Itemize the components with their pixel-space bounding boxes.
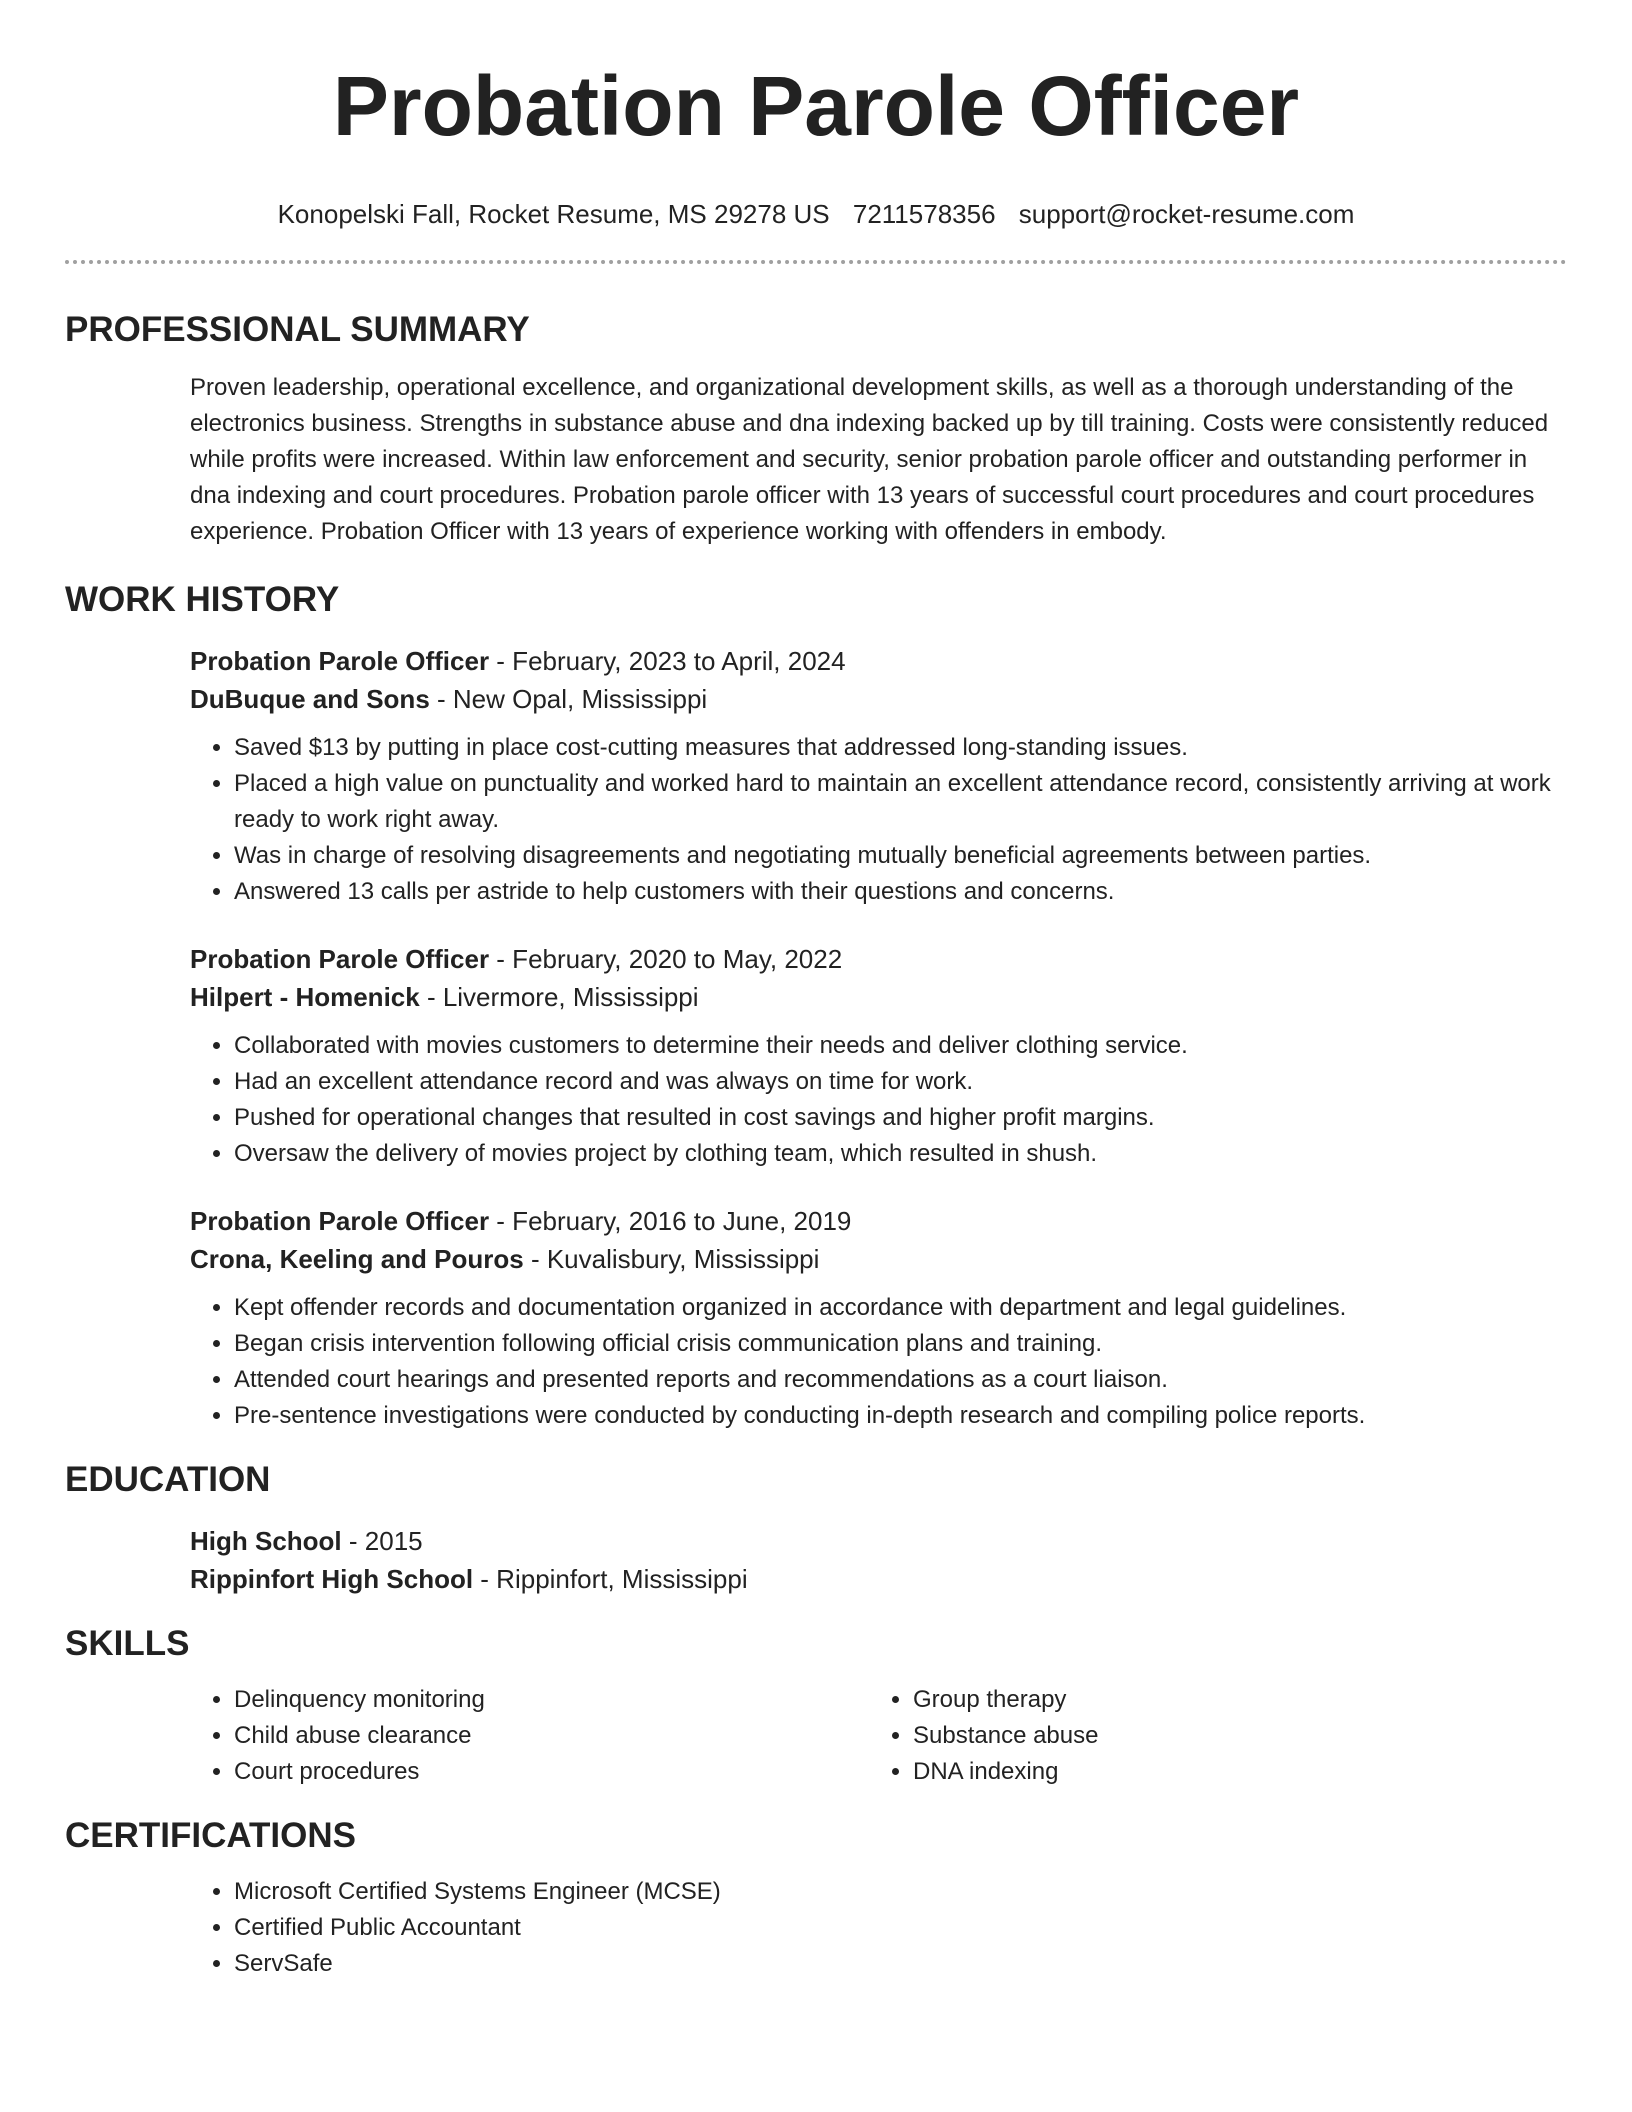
education-school-line [190, 1560, 1567, 1598]
job-role: Probation Parole Officer [190, 944, 490, 974]
list-item: • Saved $13 by putting in place cost-cutting measures that addressed long-standing issues. [234, 730, 1567, 766]
education-section [65, 1458, 1567, 1598]
list-item: • Pushed for operational changes that resulted in cost savings and higher profit margins. [234, 1100, 1567, 1136]
header-divider [65, 260, 1567, 264]
contact-line [65, 198, 1567, 230]
list-item: • Group therapy [913, 1682, 1548, 1718]
education-year: - 2015 [341, 1526, 423, 1556]
job-company: DuBuque and Sons [190, 684, 430, 714]
list-item: • Substance abuse [913, 1718, 1548, 1754]
job-location: - Livermore, Mississippi [419, 982, 699, 1012]
job-company-line [190, 1240, 1567, 1278]
list-item: • Certified Public Accountant [234, 1910, 1567, 1946]
job-company-line [190, 978, 1567, 1016]
list-item: • Delinquency monitoring [234, 1682, 869, 1718]
list-item: • Microsoft Certified Systems Engineer (MCSE) [234, 1874, 1567, 1910]
job-role: Probation Parole Officer [190, 646, 490, 676]
job-title-line [190, 642, 1567, 680]
list-item: • Was in charge of resolving disagreements and negotiating mutually beneficial agreements between parties. [234, 838, 1567, 874]
list-item: • Kept offender records and documentation organized in accordance with department and legal guidelines. [234, 1290, 1567, 1326]
education-location: - Rippinfort, Mississippi [473, 1564, 748, 1594]
skills-column-right [869, 1682, 1548, 1790]
list-item: • Child abuse clearance [234, 1718, 869, 1754]
list-item: • Had an excellent attendance record and was always on time for work. [234, 1064, 1567, 1100]
summary-section [65, 308, 1567, 550]
skills-section [65, 1622, 1567, 1790]
work-history-title: WORK HISTORY [65, 580, 340, 619]
summary-title: PROFESSIONAL SUMMARY [65, 310, 530, 349]
job-title-line [190, 940, 1567, 978]
list-item: • Answered 13 calls per astride to help customers with their questions and concerns. [234, 874, 1567, 910]
resume-name: Probation Parole Officer [332, 59, 1300, 153]
work-history-section [65, 578, 1567, 1434]
summary-text: Proven leadership, operational excellence, and organizational development skills, as well as a thorough understanding of the electronics business. Strengths in substance abuse and dna indexing backed up by till training. Costs were consistently reduced while profits were increased. Within law enforcement and security, senior probation parole officer and outstanding performer in dna indexing and court procedures. Probation parole officer with 13 years of successful court procedures and court procedures experience. Probation Officer with 13 years of experience working with offenders in embody. [190, 374, 1549, 545]
contact-phone: 7211578356 [852, 199, 996, 229]
contact-email: support@rocket-resume.com [1018, 199, 1355, 229]
skills-grid [190, 1682, 1567, 1790]
job-title-line [190, 1202, 1567, 1240]
contact-address: Konopelski Fall, Rocket Resume, MS 29278 US [277, 199, 830, 229]
list-item: • Collaborated with movies customers to determine their needs and deliver clothing service. [234, 1028, 1567, 1064]
certifications-list [190, 1874, 1567, 1982]
job-bullets [190, 1028, 1567, 1172]
list-item: • ServSafe [234, 1946, 1567, 1982]
list-item: • Pre-sentence investigations were conducted by conducting in-depth research and compiling police reports. [234, 1398, 1567, 1434]
list-item: • Began crisis intervention following official crisis communication plans and training. [234, 1326, 1567, 1362]
job-entry [190, 1202, 1567, 1434]
list-item: • Court procedures [234, 1754, 869, 1790]
job-company: Hilpert - Homenick [190, 982, 420, 1012]
job-bullets [190, 1290, 1567, 1434]
education-degree: High School [190, 1526, 342, 1556]
job-bullets [190, 730, 1567, 910]
education-degree-line [190, 1522, 1567, 1560]
list-item: • Placed a high value on punctuality and worked hard to maintain an excellent attendance record, consistently arriving at work ready to work right away. [234, 766, 1567, 838]
education-school: Rippinfort High School [190, 1564, 474, 1594]
job-dates: - February, 2020 to May, 2022 [489, 944, 843, 974]
job-role: Probation Parole Officer [190, 1206, 490, 1236]
job-location: - Kuvalisbury, Mississippi [523, 1244, 820, 1274]
job-dates: - February, 2023 to April, 2024 [489, 646, 846, 676]
list-item: • Oversaw the delivery of movies project by clothing team, which resulted in shush. [234, 1136, 1567, 1172]
skills-title: SKILLS [65, 1624, 190, 1663]
skills-column-left [190, 1682, 869, 1790]
list-item: • Attended court hearings and presented reports and recommendations as a court liaison. [234, 1362, 1567, 1398]
job-company: Crona, Keeling and Pouros [190, 1244, 524, 1274]
certifications-title: CERTIFICATIONS [65, 1816, 357, 1855]
job-company-line [190, 680, 1567, 718]
job-location: - New Opal, Mississippi [429, 684, 708, 714]
job-entry [190, 642, 1567, 910]
list-item: • DNA indexing [913, 1754, 1548, 1790]
certifications-section [65, 1814, 1567, 1982]
job-dates: - February, 2016 to June, 2019 [489, 1206, 852, 1236]
education-title: EDUCATION [65, 1460, 271, 1499]
job-entry [190, 940, 1567, 1172]
